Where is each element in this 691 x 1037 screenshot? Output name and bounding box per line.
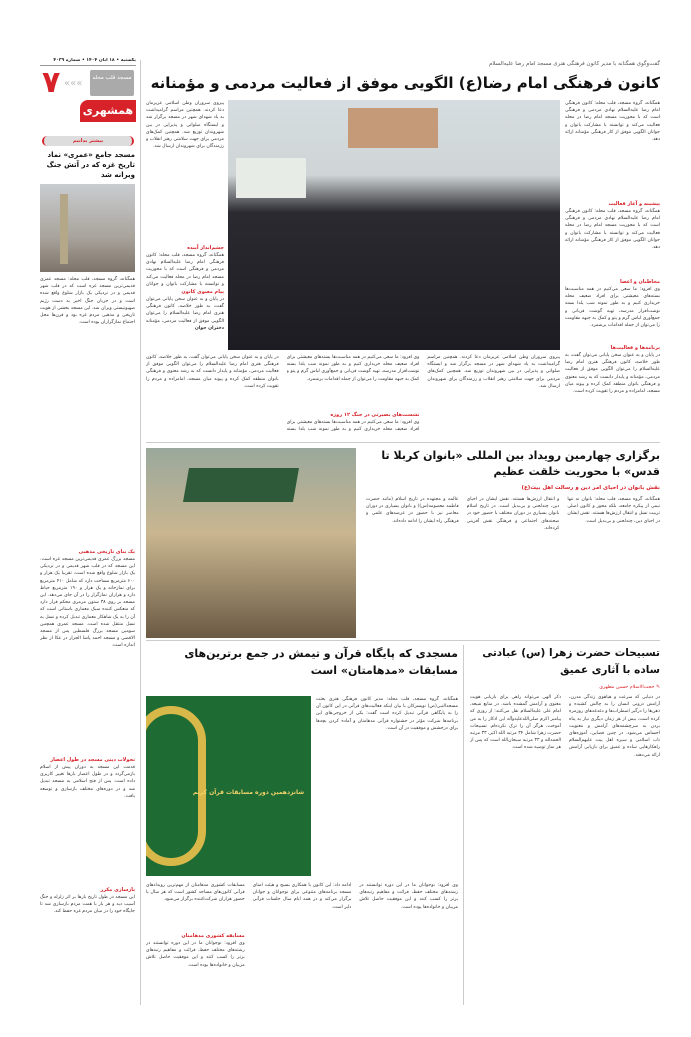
article1-lower-columns [146, 354, 560, 438]
sidebar-subhead: تحولات دینی مسجد در طول اعصار [50, 757, 135, 763]
article2-body: همگنانه، گروه مسجد، قلب محله: بانوان نه تنها نیمی از پیکره جامعه، بلکه محور و کانون اصلی تربیت نسل و انتقال ارزش‌ها هستند. نقش ایشان در احیای دین، چندلحنی و بی‌بدیل است. [567, 497, 660, 524]
column-divider [463, 645, 464, 1005]
photo-caption: دختران جوان [194, 326, 224, 331]
article1-body: وی افزود: ما سعی می‌کنیم در همه مناسبت‌ها بسته‌های معیشتی برای افراد ضعیف محله خریداری کنیم و به طور نمونه شب یلدا بسته [286, 420, 420, 433]
article4-body: ذکر الهی می‌تواند راهی برای بازیابی هویت معنوی و آرامش گمشده باشد. در منابع شیعه، امام علی علیه‌السلام نقل می‌کنند: از روزی که پیامبر اکرم صلی‌الله‌علیه‌وآله این اذکار را به من آموخت، هرگز آن را ترک نکرده‌ام. تسبیحات حضرت زهرا شامل ۳۴ مرتبه الله اکبر، ۳۳ مرتبه الحمدلله و ۳۳ مرتبه سبحان‌الله است که پس از هر نماز توصیه شده است. [470, 695, 561, 751]
sidebar-body: قدمت این مسجد به دوران پیش از اسلام بازمی‌گردد و در طول اعصار بارها تغییر کاربری داده است. پس از فتح اسلامی به مسجد تبدیل شد و در دوره‌های مختلف بازسازی و توسعه یافت. [40, 765, 135, 799]
sidebar-body: مسجد بزرگ عمری قدیمی‌ترین مسجد غزه است. این مسجد که در قلب شهر قدیمی و در نزدیکی یک بازار شلوغ واقع شده است، تقریبا یک هزار و ۶۰۰ مترمربع مساحت دارد که شامل ۴۱۰ مترمربع برای نمازخانه و یک هزار و ۱۹۰ مترمربع حیاط دارد و هزاران نمازگزار را در آن جای می‌دهد. این مسجد بر روی ۳۸ ستون مرمری محکم قرار دارد که منعکس کننده سبک معماری باستانی است که آن را به یک شاهکار معماری تبدیل کرده و نسل به نسل منتقل شده است. مسجد عمری همچنین سومین مسجد بزرگ فلسطین پس از مسجد الاقصی و مسجد احمد پاشا الجزار در عکا از نظر اندازه است. [40, 557, 135, 649]
article1-body: همگنانه، گروه مسجد، قلب محله: کانون فرهنگی امام رضا علیه‌السلام نهادی مردمی و فرهنگی است که با محوریت مسجد امام رضا در محله فعالیت می‌کند و توانسته با مشارکت بانوان و جوانان الگویی موفق از کار فرهنگی مؤمنانه ارائه دهد. [565, 101, 660, 143]
article3-subhead: مسابقه کشوری مدهامتان [181, 933, 245, 939]
article3-body: همگنانه، گروه مسجد، قلب محله: مدیر کانون فرهنگی هنری بعثت مسجدالنبی(ص) نویسرکان با بیان اینکه فعالیت‌های قرآنی در این کانون آن را به پایگاهی قرآنی تبدیل کرده است گفت: یکی از خروجی‌های این برنامه‌ها شرکت مؤثر در جشنواره قرآنی مدهامتان و آماده کردن بچه‌ها برای درخشش و موفقیت در آن است. [316, 697, 458, 731]
date-line: یکشنبه • ۱۸ آبان ۱۴۰۴ • شماره ۴۰۲۹ [40, 58, 136, 66]
article2-columns [366, 496, 660, 636]
sidebar-subhead: یک بنای تاریخی مذهبی [78, 549, 135, 555]
article2-body: و انتقال ارزش‌ها هستند. نقش ایشان در احیای دین، چندلحنی و بی‌بدیل است. در تاریخ اسلام بانوان بسیاری در دوران مختلف با حضور خود در صحنه‌های اجتماعی و فرهنگی نقش آفرینی کرده‌اند. [466, 497, 560, 531]
sidebar-columns [40, 276, 135, 1004]
article1-right-column [565, 100, 660, 440]
karbala-painting [146, 448, 356, 638]
article3-column [146, 882, 245, 1004]
quran-poster [146, 696, 311, 876]
author-byline: ✎ حجت‌الاسلام حسین مطهری [599, 685, 660, 690]
article3-columns [146, 882, 458, 1004]
article1-body: همگنانه، گروه مسجد، قلب محله: کانون فرهنگی امام رضا علیه‌السلام نهادی مردمی و فرهنگی است که با محوریت مسجد امام رضا در محله فعالیت می‌کند و توانسته با مشارکت بانوان و جوانان الگویی موفق از کار فرهنگی مؤمنانه ارائه دهد. [565, 209, 660, 251]
article1-body: پیروی سروران وطن اسلامی عزیزمان دعا کردند. همچنین مراسم گرامیداشت به یاد شهدای شهر در مسجد برگزار شد و ایستگاه صلواتی و پذیرایی در بین شهروندان توزیع شد. همچنین کمک‌های مردمی برای جهت سلامتی رهبر انقلاب و رزمندگان برای شهروندان ارسال شد. [146, 101, 224, 150]
sidebar-subhead: بازسازی مکرر [100, 887, 135, 893]
article1-body: در پایان و به عنوان سخن پایانی می‌توان گفت، به طور خلاصه، کانون فرهنگی هنری امام رضا علیه‌السلام را می‌توان الگویی موفق از فعالیت مردمی، مؤمنانه [146, 297, 224, 324]
article1-subhead: چشم‌انداز آینده [187, 245, 224, 251]
article1-body: همگنانه، گروه مسجد، قلب محله: کانون فرهنگی امام رضا علیه‌السلام نهادی مردمی و فرهنگی است که با محوریت مسجد امام رضا در محله فعالیت می‌کند و توانسته با مشارکت بانوان و جوانان [146, 253, 224, 287]
article1-body: در پایان و به عنوان سخن پایانی می‌توان گفت، به طور خلاصه، کانون فرهنگی هنری امام رضا علیه‌السلام را می‌توان الگویی موفق از فعالیت مردمی، مؤمنانه و پایدار دانست که به رشد معنوی و فرهنگی بانوان منطقه کمک کرده و پیوند میان مسجد، امامزاده و مردم را تقویت کرده است. [565, 353, 660, 395]
chevrons-icon: ««« [64, 78, 83, 89]
article1-subhead: پیشینه و آغاز فعالیت [608, 201, 660, 207]
article1-left-column [146, 100, 224, 350]
section-divider [146, 640, 660, 641]
article1-subhead: برنامه‌ها و فعالیت‌ها [610, 345, 660, 351]
author-name: حجت‌الاسلام حسین مطهری [599, 685, 655, 690]
article2-subtitle: نقش بانوان در احیای امر دین و رسالت اهل بیت(ع) [521, 485, 660, 491]
article1-subhead: نشست‌های بصیرتی در جنگ ۱۲ روزه [330, 412, 420, 418]
article1-body: پیروی سروران وطن اسلامی عزیزمان دعا کردند. همچنین مراسم گرامیداشت به یاد شهدای شهر در مسجد برگزار شد و ایستگاه صلواتی و پذیرایی در بین شهروندان توزیع شد. همچنین کمک‌های مردمی برای جهت سلامتی رهبر انقلاب و رزمندگان برای شهروندان ارسال شد. [427, 355, 560, 389]
logo: همشهری [80, 100, 136, 122]
article1-subhead: پیام معنوی کانون [181, 289, 224, 295]
gaza-mosque-photo [40, 184, 135, 272]
section-divider [146, 442, 660, 443]
article4-body: در دنیایی که سرعت و هیاهوی زندگی مدرن، آرامش درونی انسان را به چالش کشیده و ذهن‌ها را درگیر اضطراب‌ها و دغدغه‌های روزمره کرده است، بیش از هر زمان دیگری نیاز به پناه بردن به سرچشمه‌های آرامش و معنویت احساس می‌شود. در چنین فضایی، آموزه‌های ناب اسلامی و سیره اهل بیت علیهم‌السلام راهکارهایی ساده و عمیق برای بازیابی آرامش ارائه می‌دهند. [569, 695, 660, 758]
article1-body: در پایان و به عنوان سخن پایانی می‌توان گفت، به طور خلاصه، کانون فرهنگی هنری امام رضا علیه‌السلام را می‌توان الگویی موفق از فعالیت مردمی، مؤمنانه و پایدار دانست که به رشد معنوی و فرهنگی بانوان منطقه کمک کرده و پیوند میان مسجد، امامزاده و مردم را تقویت کرده است. [146, 355, 279, 389]
article1-column [287, 354, 420, 438]
more-to-know-label: بیشتر بدانیم [42, 136, 134, 146]
kicker: گفت‌وگوی همگنانه با مدیر کانون فرهنگی هنری مسجد امام رضا علیه‌السلام [488, 61, 660, 67]
article4-headline: تسبیحات حضرت زهرا (س) عبادتی ساده با آثاری عمیق [482, 647, 660, 676]
article2-body: عالمه و مجتهده در تاریخ اسلام (مانند حضرت فاطمه معصومه(س)) و بانوان بسیاری در دوران معاصر نیز با حضور در عرصه‌های علمی و فرهنگی راه ایشان را ادامه داده‌اند. [366, 497, 459, 524]
sidebar-body: همگنانه، گروه مسجد، قلب محله: مسجد عمری قدیمی‌ترین مسجد غزه است که در قلب شهر قدیمی و در نزدیکی یک بازار شلوغ واقع شده است و در جریان جنگ اخیر به دست رژیم صهیونیستی ویران شد. این مسجد بخشی از هویت تاریخی و مذهبی مردم غزه بود و قرن‌ها محل اجتماع نمازگزاران بوده است. [40, 277, 135, 326]
article1-body: وی افزود: ما سعی می‌کنیم در همه مناسبت‌ها بسته‌های معیشتی برای افراد ضعیف محله خریداری کنیم و به طور نمونه شب یلدا بسته نوشت‌افزار مدرسه، تهیه گوشت قربانی و جمع‌آوری لباس گرم و پتو و کمک به جبهه مقاومت را می‌توان از جمله اقدامات برشمرد. [286, 355, 420, 382]
article1-body: وی افزود: ما سعی می‌کنیم در همه مناسبت‌ها بسته‌های معیشتی برای افراد ضعیف محله خریداری کنیم و به طور نمونه شب یلدا بسته نوشت‌افزار مدرسه، تهیه گوشت قربانی و جمع‌آوری لباس گرم و پتو و کمک به جبهه مقاومت را می‌توان از جمله اقدامات برشمرد. [565, 287, 660, 329]
women-gathering-photo [228, 100, 560, 350]
article3-body: وی افزود: نوجوانان ما در این دوره توانستند در رشته‌های مختلف حفظ، قرائت و مفاهیم رتبه‌های برتر را کسب کنند و این موفقیت حاصل تلاش مربیان و خانواده‌ها بوده است. [146, 941, 245, 968]
page-number: ۷ [42, 65, 61, 100]
section-label: مسجد قلب محله [90, 70, 134, 96]
main-headline: کانون فرهنگی امام رضا(ع) الگویی موفق از فعالیت مردمی و مؤمنانه [150, 74, 660, 92]
article3-body: وی افزود: نوجوانان ما در این دوره توانستند در رشته‌های مختلف حفظ، قرائت و مفاهیم رتبه‌های برتر را کسب کنند و این موفقیت حاصل تلاش مربیان و خانواده‌ها بوده است. [359, 883, 458, 910]
poster-title: شانزدهمین دوره مسابقات قرآن کریم [192, 789, 305, 796]
sidebar-body: این مسجد در طول تاریخ بارها بر اثر زلزله و جنگ آسیب دید و هر بار با همت مردم بازسازی شد تا جایگاه خود را در میان مردم غزه حفظ کند. [40, 895, 135, 915]
article3-body: ادامه داد: این کانون با همکاری بسیج و هیئت امنای مسجد برنامه‌های متنوعی برای نوجوانان و جوانان برگزار می‌کند و در همه ایام سال جلسات قرآنی دایر است. [252, 883, 352, 910]
column-divider [140, 60, 141, 1005]
article3-headline: مسجدی که پایگاه قرآن و تیمش در جمع برترین‌های مسابقات «مدهامتان» است [184, 647, 458, 677]
article4-columns [470, 694, 660, 1004]
sidebar-headline: مسجد جامع «عمری» نماد تاریخ غزه که در آتش جنگ ویرانه شد [46, 151, 135, 179]
article1-subhead: مخاطبان و اعضا [620, 279, 660, 285]
article2-headline: برگزاری چهارمین رویداد بین المللی «بانوان کربلا تا قدس» با محوریت خلقت عظیم [381, 449, 660, 478]
article3-body: مسابقات کشوری مدهامتان از مهم‌ترین رویدادهای قرآنی کانون‌های مساجد کشور است که هر سال با حضور هزاران شرکت‌کننده برگزار می‌شود. [146, 883, 245, 903]
